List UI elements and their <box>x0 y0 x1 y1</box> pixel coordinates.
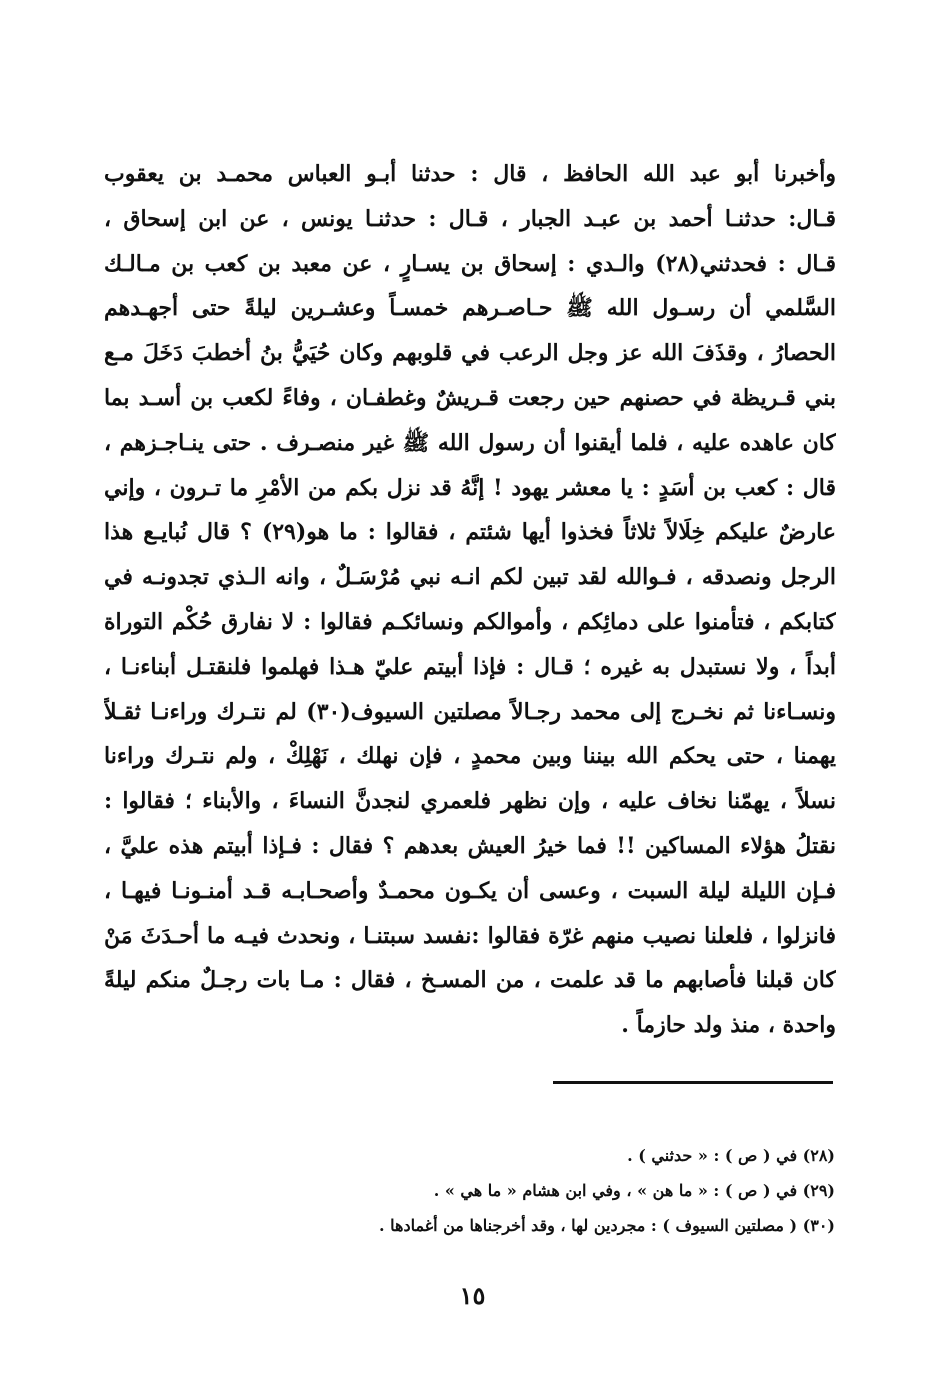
text-line: نسلاً ، يهمّنا نخاف عليه ، وإن نظهر فلعمري لنجدنَّ النساءَ ، والأبناء ؛ فقالوا : <box>104 788 836 815</box>
text-line: عارضٌ عليكم خِلَالاً ثلاثاً فخذوا أيها شئتم ، فقالوا : ما هو(٢٩) ؟ قال نُبايـع هذا <box>104 519 836 546</box>
text-line: ونسـاءنا ثم نخـرج إلى محمد رجـالاً مصلتين السيوف(٣٠) لم نتـرك وراءنـا ثقـلاً <box>104 698 836 725</box>
page-number: ١٥ <box>459 1281 486 1310</box>
main-text <box>104 152 836 1048</box>
text-line: كان قبلنا فأصابهم ما قد علمت ، من المسـخ ، فقال : مـا بات رجـلٌ منكم ليلةً <box>104 967 836 994</box>
footnote: (٢٩) في ( ص ) : « ما هن » ، وفي ابن هشام « ما هي » . <box>433 1181 835 1200</box>
text-line: أبداً ، ولا نستبدل به غيره ؛ قـال : فإذا أبيتم عليّ هـذا فهلموا فلنقتـل أبناءنـا ، <box>104 653 836 680</box>
text-line: واحدة ، منذ ولد حازماً . <box>621 1012 836 1039</box>
footnote-divider <box>553 1081 833 1084</box>
footnote: (٣٠) ( مصلتين السيوف ) : مجردين لها ، وقد أخرجناها من أغمادها . <box>379 1216 835 1235</box>
text-line: قال : كعب بن أسَدٍ : يا معشر يهود ! إنَّهُ قد نزل بكم من الأمْرِ ما تـرون ، وإني <box>104 474 836 501</box>
text-line: نقتلُ هؤلاء المساكين !! فما خيرُ العيش بعدهم ؟ فقال : فـإذا أبيتم هذه عليَّ ، <box>104 832 836 859</box>
text-line: كان عاهده عليه ، فلما أيقنوا أن رسول الله ﷺ غير منصـرف . حتى ينـاجـزهم ، <box>104 429 836 456</box>
footnotes <box>300 1138 835 1243</box>
text-line: السَّلمي أن رسـول الله ﷺ حـاصـرهم خمسـاً وعشـرين ليلةً حتى أجهـدهم <box>104 295 836 322</box>
text-line: قـال : فحدثني(٢٨) والـدي : إسحاق بن يسـارٍ ، عن معبد بن كعب بن مـالـك <box>104 250 836 277</box>
text-line: كتابكم ، فتأمنوا على دمائِكم ، وأموالكم ونسائكـم فقالوا : لا نفارق حُكْم التوراة <box>104 608 836 635</box>
text-line: الحصارُ ، وقذَفَ الله عز وجل الرعب في قلوبهم وكان حُيَيُّ بنُ أخطبَ دَخَلَ مـع <box>104 340 836 367</box>
text-line: يهمنا ، حتى يحكم الله بيننا وبين محمدٍ ، فإن نهلك ، نَهْلِكْ ، ولم نتـرك وراءنا <box>104 743 836 770</box>
text-line: بني قـريظة في حصنهم حين رجعت قـريشٌ وغطفـان ، وفاءً لكعب بن أسـد بما <box>104 384 836 411</box>
text-line: قـال: حدثنـا أحمد بن عبـد الجبار ، قـال : حدثنـا يونس ، عن ابن إسحاق ، <box>104 205 836 232</box>
footnote: (٢٨) في ( ص ) : « حدثني ) . <box>627 1146 835 1165</box>
text-line: فانزلوا ، فلعلنا نصيب منهم غرّة فقالوا :نفسد سبتنـا ، ونحدث فيـه ما أحـدَثَ مَنْ <box>104 922 836 949</box>
text-line: الرجل ونصدقه ، فـوالله لقد تبين لكم انـه نبي مُرْسَـلٌ ، وانه الـذي تجدونـه في <box>104 564 836 591</box>
text-line: فـإن الليلة ليلة السبت ، وعسى أن يكـون محمـدٌ وأصحـابـه قـد أمنـونـا فيهـا ، <box>104 877 836 904</box>
text-line: وأخبرنا أبو عبد الله الحافظ ، قال : حدثنا أبـو العباس محمـد بن يعقوب <box>104 161 836 187</box>
